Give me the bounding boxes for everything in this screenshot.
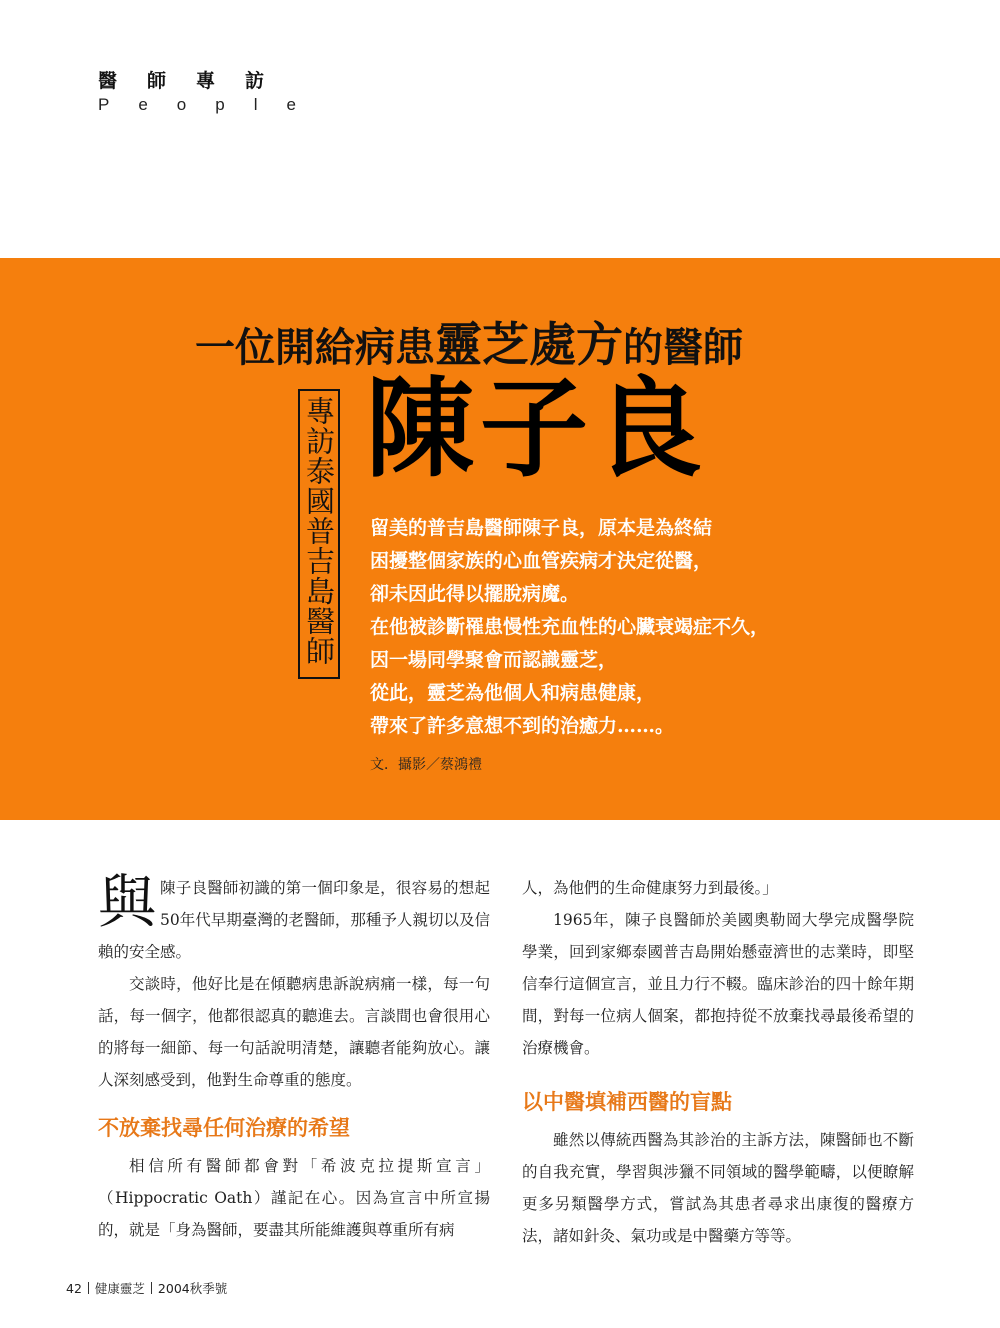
paragraph: 相信所有醫師都會對「希波克拉提斯宣言」（Hippocratic Oath）謹記在心。因為宣言中所宣揚的，就是「身為醫師，要盡其所能維護與尊重所有病 [98, 1157, 490, 1239]
title-banner [0, 258, 1000, 820]
headline [195, 308, 743, 375]
intro-line: 卻未因此得以擺脫病魔。 [370, 583, 580, 605]
drop-cap: 與 [98, 868, 157, 936]
intro-line: 在他被診斷罹患慢性充血性的心臟衰竭症不久， [370, 616, 770, 638]
section-title-en: People [98, 95, 325, 114]
vertical-tag: 專訪泰國普吉島醫師 [302, 396, 336, 666]
intro-line: 從此，靈芝為他個人和病患健康， [370, 682, 656, 704]
paragraph: 1965年，陳子良醫師於美國奧勒岡大學完成醫學院學業，回到家鄉泰國普吉島開始懸壺濟世的志業時，即堅信奉行這個宣言，並且力行不輟。臨床診治的四十餘年期間，對每一位病人個案，都抱持從不放棄找尋最後希望的治療機會。 [522, 911, 914, 1057]
paragraph [98, 868, 490, 968]
article-column-right [522, 872, 914, 1252]
vertical-tag-box [298, 389, 340, 679]
page-footer [66, 1279, 227, 1297]
paragraph-text: 陳子良醫師初識的第一個印象是，很容易的想起50年代早期臺灣的老醫師，那種予人親切以及信賴的安全感。 [98, 879, 490, 961]
footer-divider [151, 1282, 152, 1294]
section-label [98, 66, 325, 115]
paragraph: 人，為他們的生命健康努力到最後。」 [522, 879, 778, 897]
page-number: 42 [66, 1281, 82, 1296]
issue-name: 2004秋季號 [157, 1281, 228, 1296]
intro-line: 留美的普吉島醫師陳子良，原本是為終結 [370, 517, 713, 539]
doctor-name: 陳子良 [366, 367, 709, 492]
intro-line: 帶來了許多意想不到的治癒力……。 [370, 715, 675, 737]
subheading: 不放棄找尋任何治療的希望 [98, 1115, 350, 1140]
paragraph: 雖然以傳統西醫為其診治的主訴方法，陳醫師也不斷的自我充實，學習與涉獵不同領域的醫學範疇，以便瞭解更多另類醫學方式，嘗試為其患者尋求出康復的醫療方法，諸如針灸、氣功或是中醫藥方等等。 [522, 1131, 914, 1245]
intro-line: 困擾整個家族的心血管疾病才決定從醫， [370, 550, 713, 572]
intro-line: 因一場同學聚會而認識靈芝， [370, 649, 618, 671]
intro-text [370, 512, 769, 743]
byline: 文．攝影／蔡鴻禮 [370, 757, 482, 773]
headline-emphasis: 靈芝處方 [435, 318, 623, 373]
headline-pre: 一位開給病患 [195, 325, 435, 371]
paragraph: 交談時，他好比是在傾聽病患訴說病痛一樣，每一句話，每一個字，他都很認真的聽進去。言談間也會很用心的將每一細節、每一句話說明清楚，讓聽者能夠放心。讓人深刻感受到，他對生命尊重的態度。 [98, 975, 490, 1089]
headline-post: 的醫師 [623, 325, 743, 371]
section-title-zh: 醫師專訪 [98, 70, 295, 92]
magazine-name: 健康靈芝 [94, 1281, 145, 1296]
subheading: 以中醫填補西醫的盲點 [522, 1089, 732, 1114]
article-column-left [98, 868, 490, 1246]
footer-divider [88, 1282, 89, 1294]
